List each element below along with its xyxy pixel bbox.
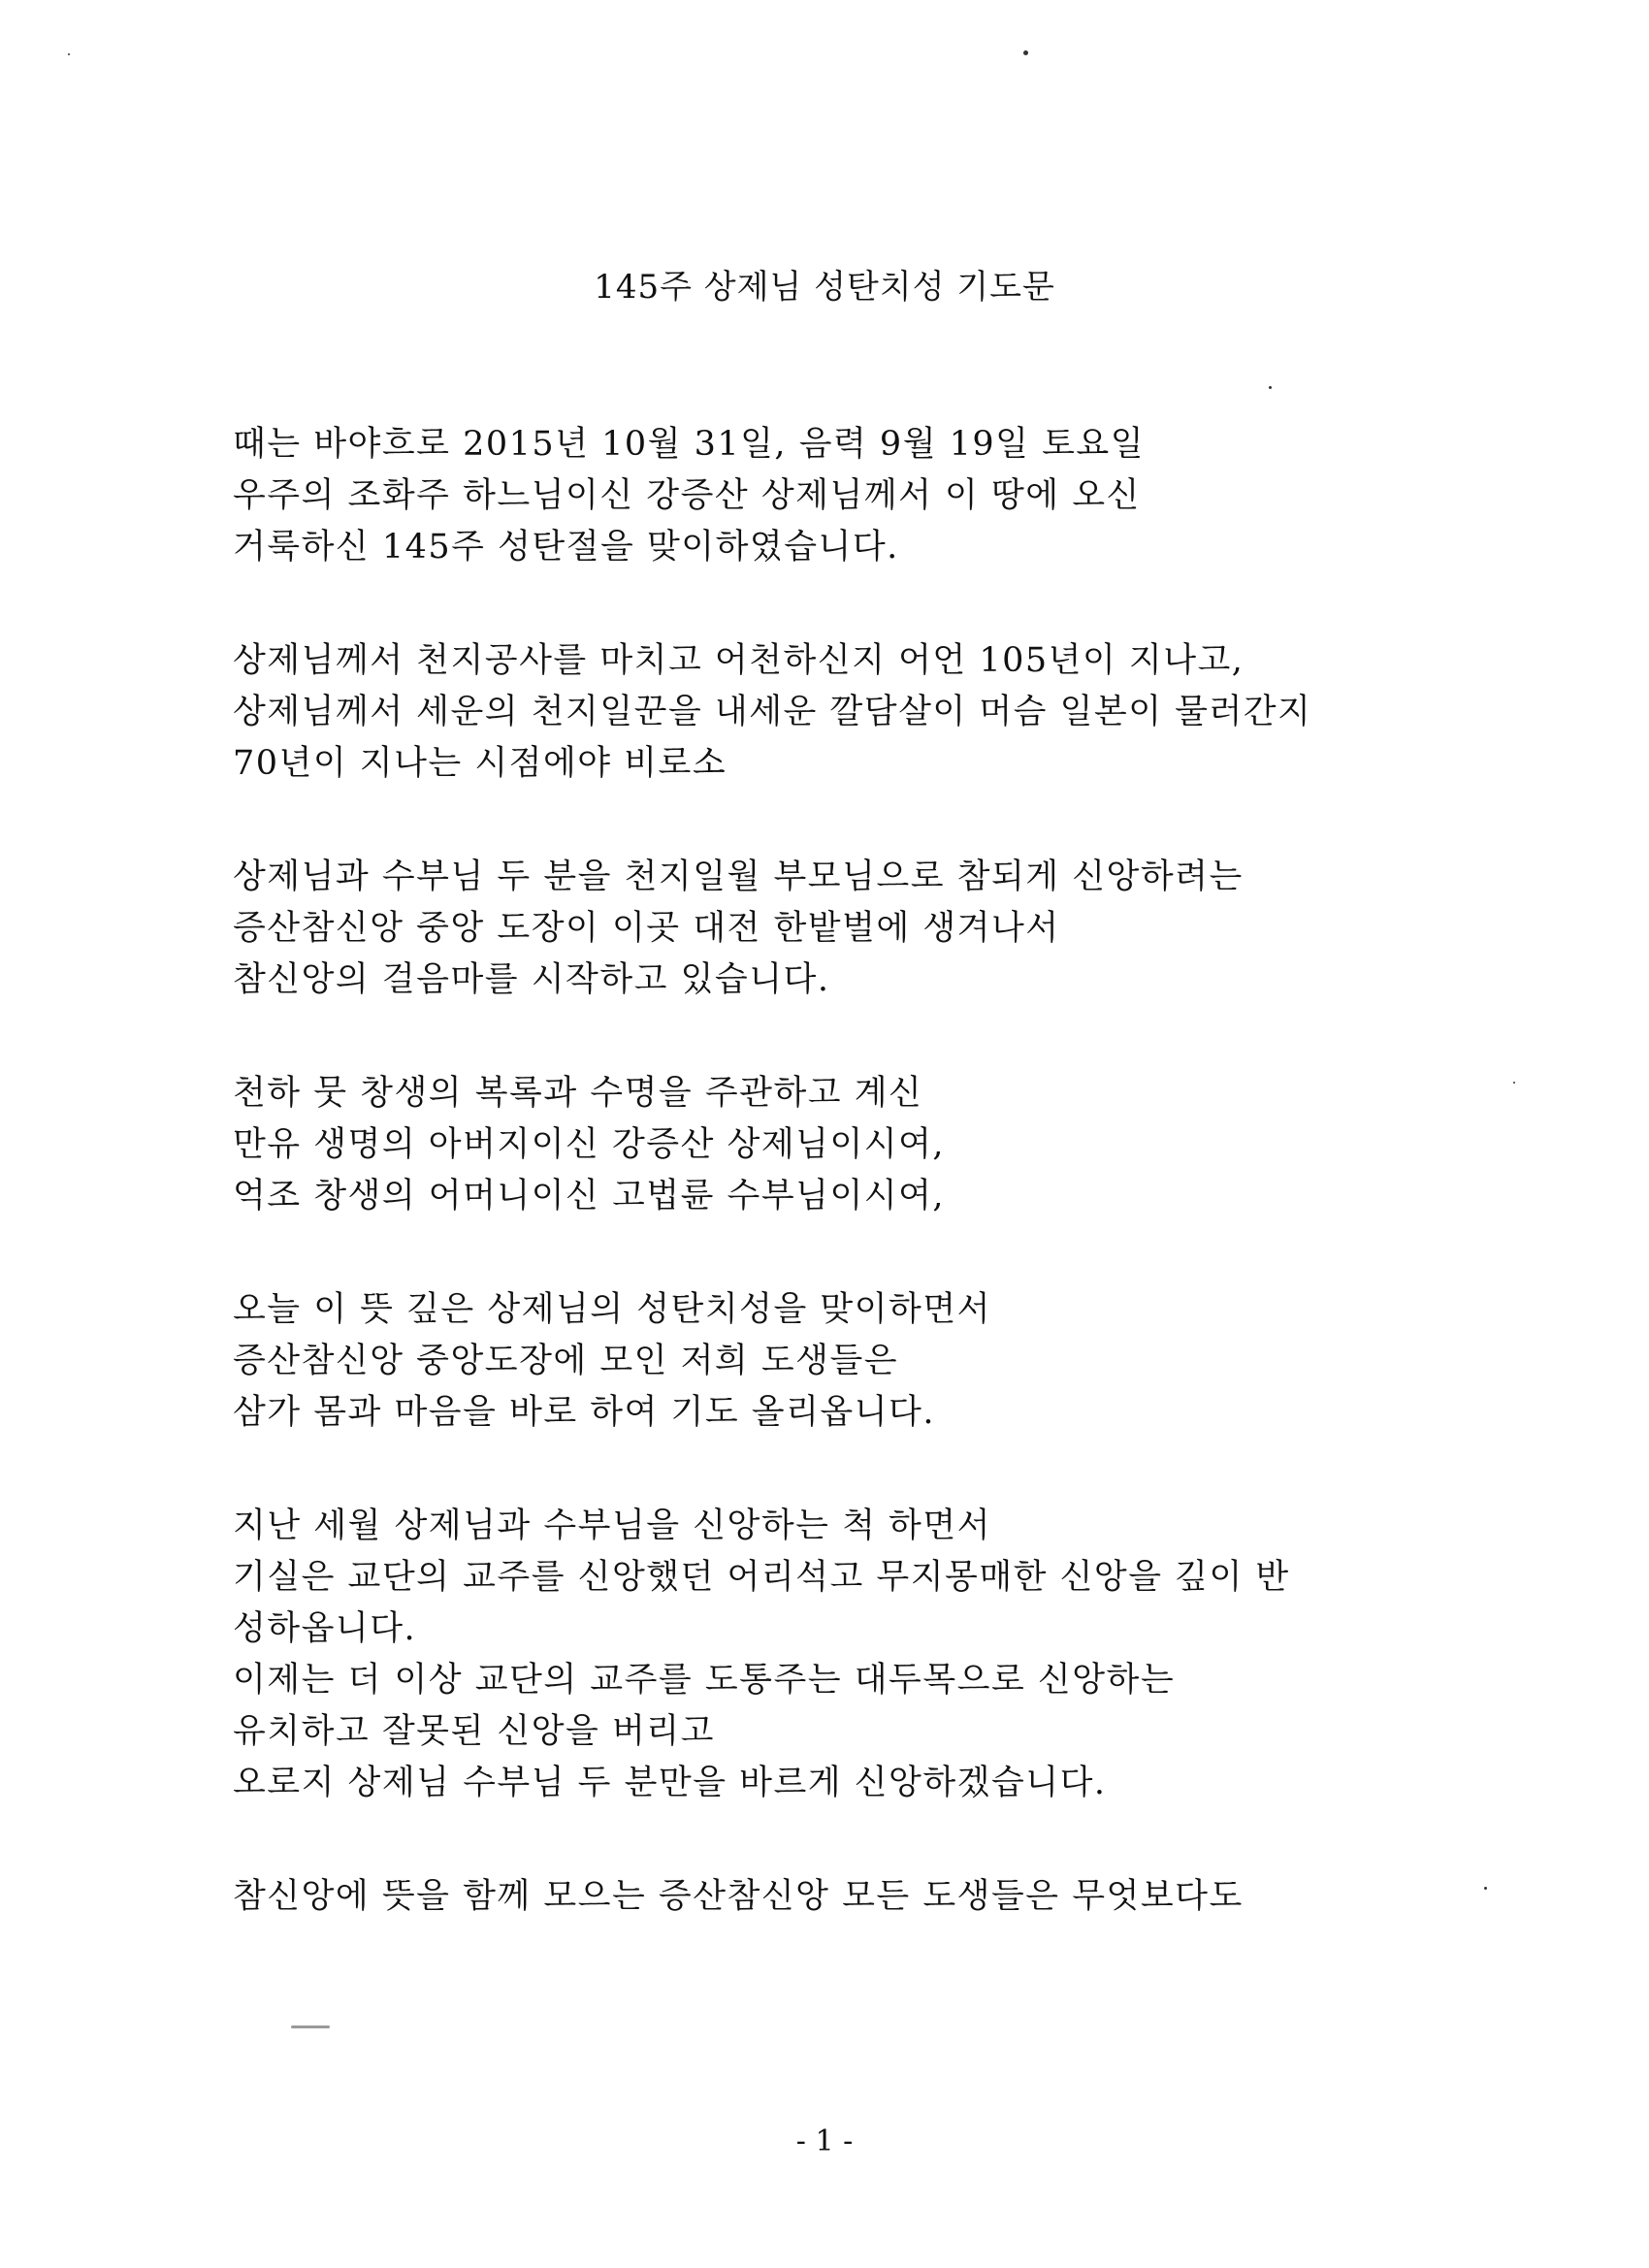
text-line: 오늘 이 뜻 깊은 상제님의 성탄치성을 맞이하면서 xyxy=(233,1290,991,1329)
paragraph xyxy=(233,1284,1513,1439)
text-line: 기실은 교단의 교주를 신앙했던 어리석고 무지몽매한 신앙을 깊이 반 xyxy=(233,1558,1290,1597)
scan-speck xyxy=(1513,1082,1515,1084)
text-line: 참신앙의 걸음마를 시작하고 있습니다. xyxy=(233,960,830,999)
paragraph xyxy=(233,419,1513,573)
scan-speck xyxy=(68,53,70,55)
text-line: 유치하고 잘못된 신앙을 버리고 xyxy=(233,1712,715,1751)
text-line: 천하 뭇 창생의 복록과 수명을 주관하고 계신 xyxy=(233,1074,923,1113)
scan-speck xyxy=(1023,50,1028,55)
page-number: - 1 - xyxy=(795,2124,854,2158)
text-line: 증산참신앙 중앙도장에 모인 저희 도생들은 xyxy=(233,1342,899,1380)
document-title: 145주 상제님 성탄치성 기도문 xyxy=(594,268,1055,307)
scan-speck xyxy=(1484,1887,1487,1890)
paragraph xyxy=(233,1068,1513,1222)
text-line: 우주의 조화주 하느님이신 강증산 상제님께서 이 땅에 오신 xyxy=(233,476,1141,515)
paragraph xyxy=(233,852,1513,1006)
paragraph xyxy=(233,1871,1513,1923)
document-body xyxy=(233,419,1513,1985)
text-line: 지난 세월 상제님과 수부님을 신앙하는 척 하면서 xyxy=(233,1507,991,1545)
text-line: 오로지 상제님 수부님 두 분만을 바르게 신앙하겠습니다. xyxy=(233,1764,1107,1802)
scan-speck xyxy=(291,2025,330,2028)
text-line: 참신앙에 뜻을 함께 모으는 증산참신앙 모든 도생들은 무엇보다도 xyxy=(233,1877,1244,1916)
text-line: 상제님과 수부님 두 분을 천지일월 부모님으로 참되게 신앙하려는 xyxy=(233,858,1244,896)
text-line: 이제는 더 이상 교단의 교주를 도통주는 대두목으로 신앙하는 xyxy=(233,1661,1176,1700)
paragraph xyxy=(233,1501,1513,1809)
text-line: 삼가 몸과 마음을 바로 하여 기도 올리옵니다. xyxy=(233,1393,935,1432)
text-line: 거룩하신 145주 성탄절을 맞이하였습니다. xyxy=(233,528,899,567)
scan-speck xyxy=(1269,386,1272,389)
paragraph xyxy=(233,635,1513,790)
text-line: 상제님께서 세운의 천지일꾼을 내세운 깔담살이 머슴 일본이 물러간지 xyxy=(233,693,1312,731)
text-line: 성하옵니다. xyxy=(233,1609,417,1648)
text-line: 때는 바야흐로 2015년 10월 31일, 음력 9월 19일 토요일 xyxy=(233,425,1146,464)
text-line: 만유 생명의 아버지이신 강증산 상제님이시여, xyxy=(233,1125,946,1164)
text-line: 증산참신앙 중앙 도장이 이곳 대전 한밭벌에 생겨나서 xyxy=(233,909,1060,948)
text-line: 상제님께서 천지공사를 마치고 어천하신지 어언 105년이 지나고, xyxy=(233,641,1245,680)
text-line: 억조 창생의 어머니이신 고법륜 수부님이시여, xyxy=(233,1177,946,1215)
text-line: 70년이 지나는 시점에야 비로소 xyxy=(233,744,728,783)
